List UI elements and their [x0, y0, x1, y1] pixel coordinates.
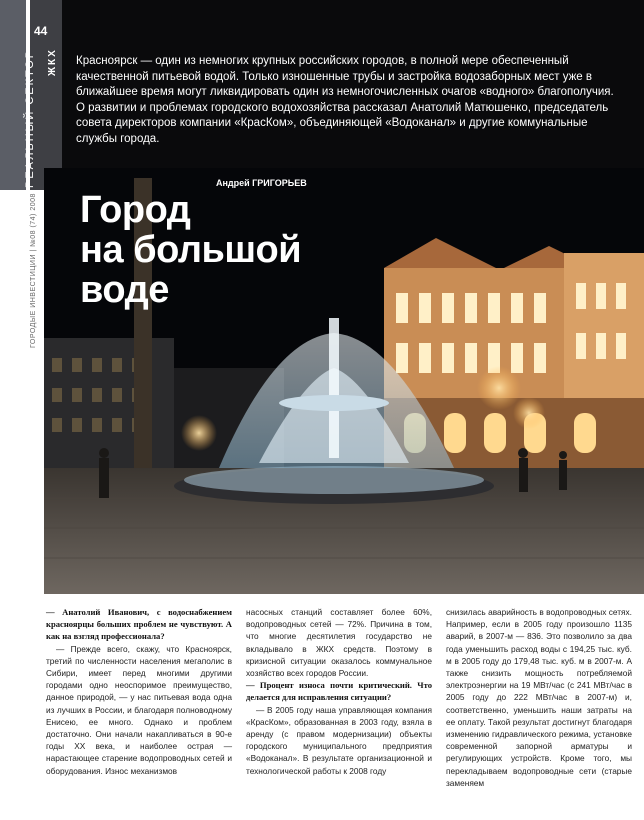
question-2: — Процент износа почти критический. Что делается для исправления ситуации?: [246, 680, 432, 703]
page-number: 44: [34, 24, 48, 38]
article-body: [46, 606, 634, 814]
answer-2-cont: снизилась аварийность в водопроводных сетях. Например, если в 2005 году произошло 1135 аварий, в 2007-м — 836. Это позволило за два года уменьшить расход воды с 194,25 тыс. куб. м в 2005 году до 179,48 тыс. куб. м в 2007-м. А также снизить мощность потребляемой электроэнергии на 19 МВт/час (с 241 МВт/час в 2005 году до 222 МВт/час в 2007-м) и, соответственно, уменьшить наши затраты на ее оплату. Такой результат достигнут благодаря изменению гидравлического режима, установке современной запорной арматуры и регулирующих устройств. Кроме того, мы перекладываем водопроводные сети (старые заменяем: [446, 607, 632, 788]
answer-2: — В 2005 году наша управляющая компания «КрасКом», образованная в 2003 году, взяла в аренду (с правом модернизации) объекты городского муниципального предприятия «Водоканал». В результате организационной и технологической работы к 2008 году: [246, 704, 432, 776]
left-building: [44, 338, 174, 478]
title-line-1: Город: [80, 189, 191, 231]
title-line-2: на большой: [80, 229, 302, 271]
question-1: — Анатолий Иванович, с водоснабжением красноярцы больших проблем не чувствуют. А как на взгляд профессионала?: [46, 607, 232, 642]
author-byline: Андрей ГРИГОРЬЕВ: [216, 178, 307, 188]
section-tab-accent: [0, 0, 26, 190]
article-title: [80, 190, 301, 310]
issue-line: ГОРОДЫЕ ИНВЕСТИЦИИ | №08 (74) 2008: [30, 193, 37, 348]
section-label: РЕАЛЬНЫЙ СЕКТОР: [24, 48, 36, 188]
answer-1-cont: насосных станций составляет более 60%, водопроводных сетей — 72%. Причина в том, что многие десятилетия государство не вкладывало в ЖКХ средств. Поэтому в кризисной ситуации оказалось коммунальное хозяйство всех городов России.: [246, 607, 432, 679]
column-2: [246, 606, 432, 814]
article-lead: Красноярск — один из немногих крупных российских городов, в полной мере обеспеченный качественной питьевой водой. Только изношенные трубы и застройка водозаборных мест уже в ближайшее время могут ликвидировать один из немногочисленных очагов «водного» благополучия. О развитии и проблемах городского водохозяйства рассказал Анатолий Матюшенко, председатель совета директоров компании «КрасКом», объединяющей «Водоканал» и другие коммунальные службы города.: [76, 55, 614, 145]
column-1: [46, 606, 232, 814]
column-3: [446, 606, 632, 814]
section-code: ЖКХ: [47, 48, 58, 76]
title-line-3: воде: [80, 269, 169, 311]
answer-1: — Прежде всего, скажу, что Красноярск, третий по численности населения мегаполис в Сибири, имеет перед многими другими городами одно неоспоримое преимущество, данное природой, — у нас питьевая вода одна из лучших в России, и благодаря полноводному Енисею, ее много. Однако и проблем достаточно. Они начали накапливаться в 90-е годы XX века, и наиболее острая — нарастающее старение водопроводных сетей и оборудования. Износ механизмов: [46, 643, 232, 776]
